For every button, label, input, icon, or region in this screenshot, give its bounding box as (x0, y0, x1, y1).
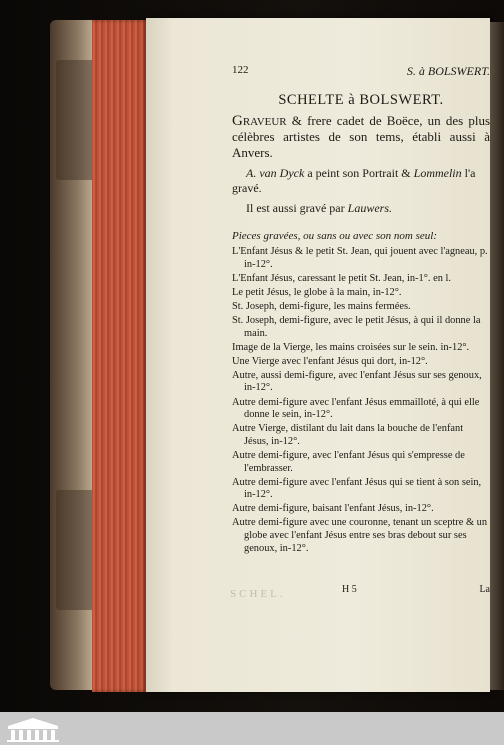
work-item: St. Joseph, demi-figure, avec le petit Jésus, à qui il donne la main. (232, 314, 481, 339)
paragraph-text: l'a gravé. (232, 166, 476, 195)
work-item: Autre demi-figure avec une couronne, tenant un sceptre & un globe avec l'enfant Jésus entre ses bras debout sur ses genoux, in-12°. (232, 517, 488, 554)
page-fold (490, 22, 504, 690)
page-footer (232, 584, 490, 595)
paragraph-text: a peint son Portrait & (304, 166, 414, 180)
running-header (232, 64, 490, 80)
painter-name: A. van Dyck (246, 166, 305, 180)
work-item: Autre demi-figure, baisant l'enfant Jésus, in-12°. (232, 503, 434, 515)
lead-text: & frere cadet de Boëce, un des plus célèbres artistes de son tems, établi aussi à Anvers. (232, 113, 490, 160)
work-item: Autre Vierge, distilant du lait dans la bouche de l'enfant Jésus, in-12°. (232, 423, 464, 447)
paragraph-portrait (232, 166, 490, 196)
bleed-through-text: SCHEL. (230, 588, 286, 600)
work-item: Le petit Jésus, le globe à la main, in-12°. (232, 286, 402, 298)
engraver-name: Lauwers. (347, 201, 392, 215)
work-item: Une Vierge avec l'enfant Jésus qui dort, in-12°. (232, 355, 428, 367)
signature-mark: H 5 (342, 584, 357, 595)
lead-paragraph (232, 113, 490, 161)
entry-title: SCHELTE à BOLSWERT. (278, 92, 444, 108)
work-item: L'Enfant Jésus & le petit St. Jean, qui jouent avec l'agneau, p. in-12°. (232, 246, 488, 270)
running-title: S. à BOLSWERT. (406, 64, 490, 78)
work-item: Autre demi-figure, avec l'enfant Jésus qui s'empresse de l'embrasser. (232, 449, 465, 474)
work-item: St. Joseph, demi-figure, les mains fermées. (232, 300, 411, 312)
library-logo-icon (4, 716, 62, 743)
work-item: Image de la Vierge, les mains croisées sur le sein. in-12°. (232, 341, 470, 353)
dropcap-word: Graveur (232, 113, 287, 129)
page-text (232, 64, 490, 557)
section-heading: Pieces gravées, ou sans ou avec son nom seul: (232, 230, 437, 242)
works-list (232, 246, 490, 555)
catchword: La (479, 584, 490, 595)
viewer-footer-bar (0, 712, 504, 745)
engraver-name: Lommelin (413, 166, 462, 180)
work-item: Autre, aussi demi-figure, avec l'enfant Jésus sur ses genoux, in-12°. (232, 369, 482, 394)
red-page-edges (92, 20, 148, 692)
paragraph-text: Il est aussi gravé par (246, 201, 348, 215)
paragraph-engraved (232, 201, 490, 216)
work-item: L'Enfant Jésus, caressant le petit St. Jean, in-1°. en l. (232, 272, 451, 284)
work-item: Autre demi-figure avec l'enfant Jésus qui se tient à son sein, in-12°. (232, 476, 482, 501)
page-number: 122 (232, 64, 249, 76)
work-item: Autre demi-figure avec l'enfant Jésus emmailloté, à qui elle donne le sein, in-12°. (232, 396, 480, 421)
